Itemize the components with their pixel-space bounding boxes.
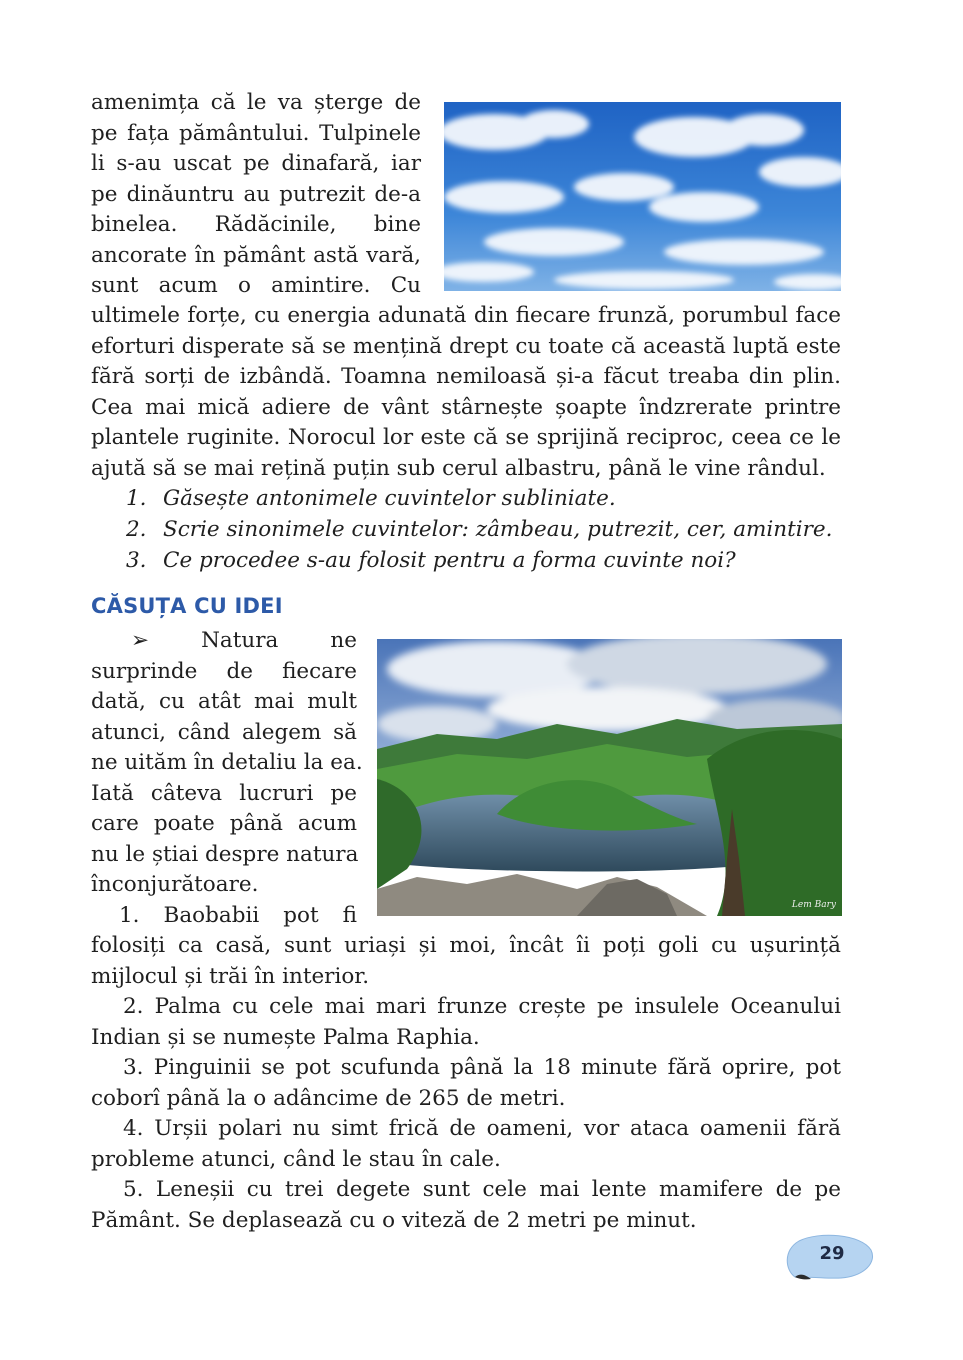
text-line: 1. Baobabii pot fi — [119, 902, 357, 928]
text-line: ultimele forțe, cu energia adunată din fiecare frunză, porumbul face — [91, 303, 841, 328]
text-line: Iată câteva lucruri pe — [91, 780, 357, 806]
text-line: mijlocul și trăi în interior. — [91, 963, 370, 989]
fact-item: 5. Leneșii cu trei degete sunt cele mai lente mamifere de pe Pământ. Se deplasează cu o viteză de 2 metri pe minut. — [91, 1177, 841, 1233]
question-item — [126, 514, 841, 545]
text-line: eforturi disperate să se mențină drept cu toate că această luptă este — [91, 333, 841, 359]
text-line: pe fața pământului. Tulpinele — [91, 120, 421, 146]
text-line: plantele ruginite. Norocul lor este că se sprijină reciproc, ceea ce le — [91, 425, 841, 450]
question-number: 3. — [126, 548, 147, 573]
paragraph-full-lines — [91, 301, 841, 484]
question-item — [126, 483, 841, 514]
text-line: ajută să se mai rețină puțin sub cerul albastru, până le vine rândul. — [91, 455, 826, 481]
question-text: Scrie sinonimele cuvintelor: zâmbeau, putrezit, cer, amintire. — [163, 517, 833, 542]
text-line: ne uităm în detaliu la ea. — [91, 750, 363, 775]
fact-item: 2. Palma cu cele mai mari frunze crește pe insulele Oceanului Indian și se numește Palma Raphia. — [91, 994, 841, 1050]
text-line: fără sorți de izbândă. Toamna nemiloasă și-a făcut treaba din plin. — [91, 364, 841, 389]
page-number: 29 — [819, 1243, 845, 1264]
text-line: surprinde de fiecare — [91, 658, 357, 684]
text-line: pe dinăuntru au putrezit de-a — [91, 181, 421, 207]
text-line: sunt acum o amintire. Cu — [91, 273, 421, 298]
question-text: Găsește antonimele cuvintelor subliniate. — [163, 486, 616, 511]
text-line: atunci, când alegem să — [91, 719, 357, 745]
photo-signature: Lem Bary — [791, 900, 836, 910]
text-line: folosiți ca casă, sunt uriași și moi, încât îi poți goli cu ușurință — [91, 933, 841, 958]
text-line: li s-au uscat pe dinafară, iar — [91, 151, 421, 176]
text-line: ➢ Natura ne — [131, 628, 357, 653]
text-line: înconjurătoare. — [91, 872, 259, 897]
question-number: 2. — [126, 517, 147, 542]
idea-wrapped-lines — [91, 626, 363, 931]
question-item — [126, 545, 841, 576]
text-line: nu le știai despre natura — [91, 841, 359, 867]
question-number: 1. — [126, 486, 147, 511]
text-line: ancorate în pământ astă vară, — [91, 242, 421, 268]
fact-1-rest — [91, 931, 841, 992]
text-line: Cea mai mică adiere de vânt stârnește șoapte îndzrerate printre — [91, 394, 841, 420]
sky-clouds-photo — [444, 102, 841, 291]
text-line: amenimța că le va șterge de — [91, 90, 421, 115]
paragraph-wrapped-lines — [91, 88, 421, 302]
text-line: care poate până acum — [91, 811, 357, 836]
section-heading: CĂSUȚA CU IDEI — [91, 594, 283, 618]
text-line: dată, cu atât mai mult — [91, 689, 357, 714]
question-text: Ce procedee s-au folosit pentru a forma cuvinte noi? — [163, 548, 736, 573]
text-line: binelea. Rădăcinile, bine — [91, 212, 421, 237]
questions-list — [126, 483, 841, 576]
lake-landscape-photo — [377, 639, 842, 916]
fact-item: 4. Urșii polari nu simt frică de oameni, vor ataca oamenii fără probleme atunci, când le stau în cale. — [91, 1116, 841, 1172]
fact-item: 3. Pinguinii se pot scufunda până la 18 minute fără oprire, pot coborî până la o adâncime de 265 de metri. — [91, 1055, 841, 1111]
